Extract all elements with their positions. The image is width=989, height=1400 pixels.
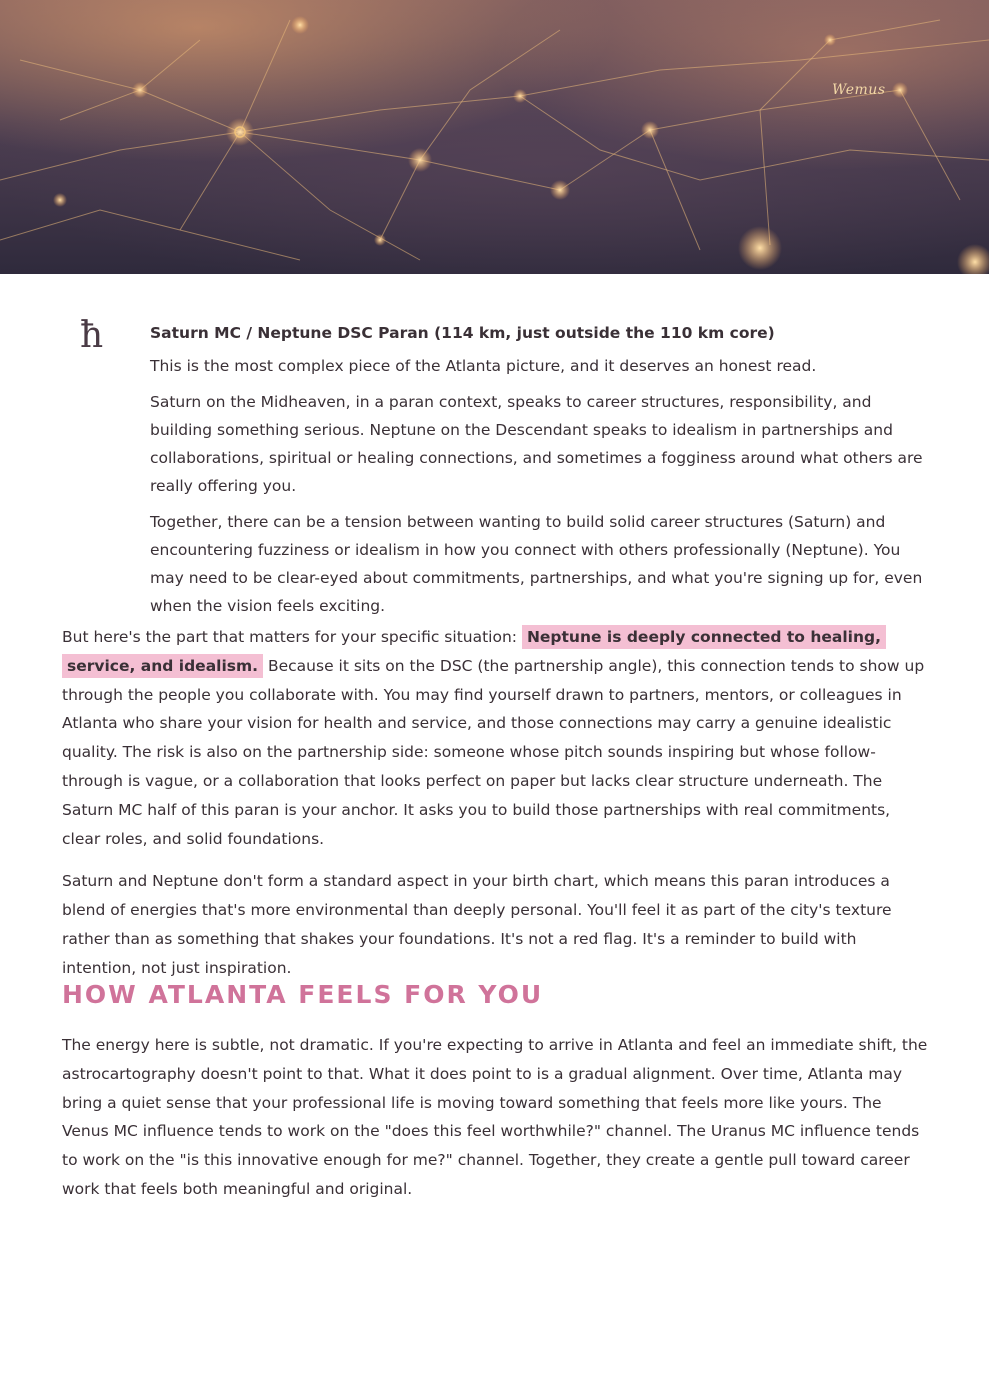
feels-paragraph: The energy here is subtle, not dramatic. If you're expecting to arrive in Atlanta and feel an immediate shift, the astrocartography doesn't point to that. What it does point to is a gradual alignment. Over time, Atlanta may bring a quiet sense that your professional life is moving toward something that feels more like yours. The Venus MC influence tends to work on the "does this feel worthwhile?" channel. The Uranus MC influence tends to work on the "is this innovative enough for me?" channel. Together, they create a gentle pull toward career work that feels both meaningful and original.: [62, 1036, 928, 1198]
hero-image: [0, 0, 989, 274]
constellation-map-art: [0, 0, 989, 274]
specific-rest: Because it sits on the DSC (the partnership angle), this connection tends to show up through the people you collaborate with. You may find yourself drawn to partners, mentors, or colleagues in Atlanta who share your vision for health and service, and those connections may carry a genuine idealistic quality. The risk is also on the partnership side: someone whose pitch sounds inspiring but whose follow-through is vague, or a collaboration that looks perfect on paper but lacks clear structure underneath. The Saturn MC half of this paran is your anchor. It asks you to build those partnerships with real commitments, clear roles, and solid foundations.: [62, 656, 925, 848]
specific-paragraph-1: [62, 623, 928, 853]
paran-paragraph-1: This is the most complex piece of the Atlanta picture, and it deserves an honest read.: [150, 357, 817, 375]
paran-section: [150, 322, 930, 628]
specific-lead: But here's the part that matters for your specific situation:: [62, 628, 522, 646]
paran-paragraph-3: Together, there can be a tension between wanting to build solid career structures (Saturn) and encountering fuzziness or idealism in how you connect with others professionally (Neptune). You may need to be clear-eyed about commitments, partnerships, and what you're signing up for, even when the vision feels exciting.: [150, 513, 923, 615]
section-heading: HOW ATLANTA FEELS FOR YOU: [62, 980, 544, 1009]
specific-paragraph-2: Saturn and Neptune don't form a standard aspect in your birth chart, which means this paran introduces a blend of energies that's more environmental than deeply personal. You'll feel it as part of the city's texture rather than as something that shakes your foundations. It's not a red flag. It's a reminder to build with intention, not just inspiration.: [62, 872, 892, 977]
feels-section: [62, 1031, 928, 1218]
highlighted-text: Neptune is deeply connected to healing, service, and idealism.: [62, 625, 886, 678]
paran-title: Saturn MC / Neptune DSC Paran (114 km, just outside the 110 km core): [150, 324, 775, 342]
hero-map-label: Wemus: [832, 82, 886, 98]
paran-paragraph-2: Saturn on the Midheaven, in a paran context, speaks to career structures, responsibility, and building something serious. Neptune on the Descendant speaks to idealism in partnerships and collaborations, spiritual or healing connections, and sometimes a fogginess around what others are really offering you.: [150, 393, 923, 495]
specific-situation-section: [62, 623, 928, 997]
saturn-icon: ħ: [80, 315, 104, 356]
